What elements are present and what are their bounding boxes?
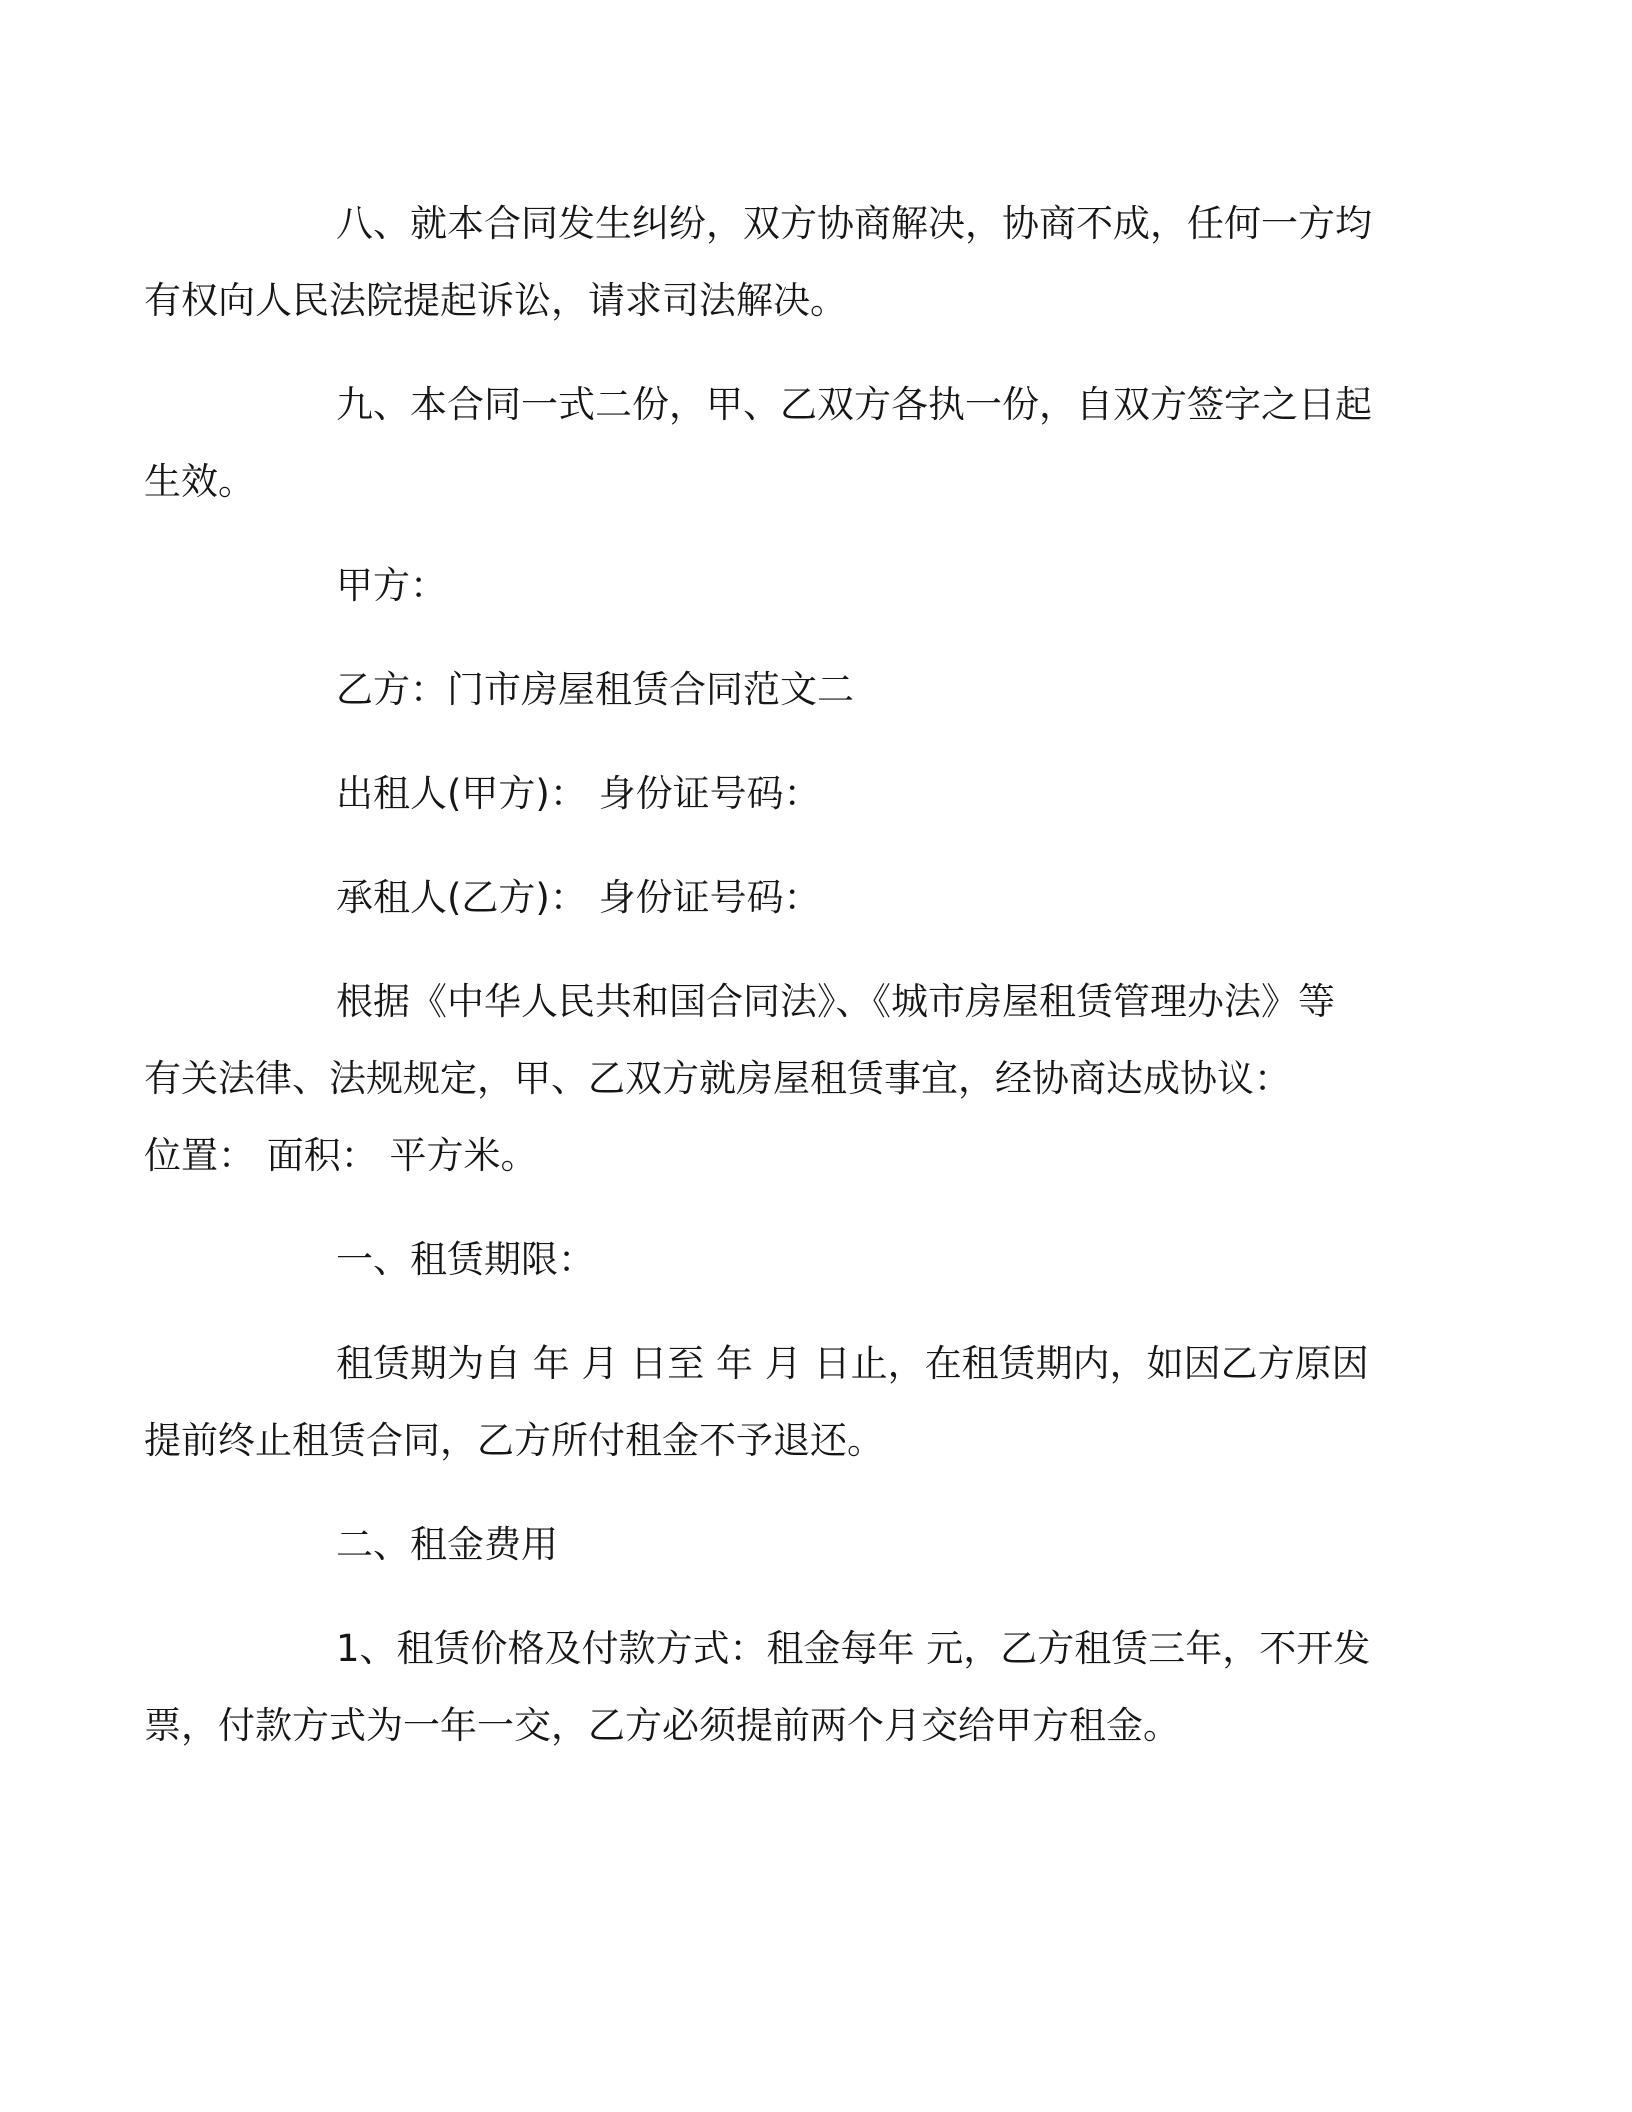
paragraph-clause-9	[144, 366, 1380, 520]
text-line: 九、本合同一式二份，甲、乙双方各执一份，自双方签字之日起	[336, 383, 1372, 426]
text-line: 甲方：	[336, 564, 447, 607]
text-line: 租赁期为自 年 月 日至 年 月 日止，在租赁期内，如因乙方原因	[336, 1342, 1369, 1385]
text-line: 乙方：门市房屋租赁合同范文二	[336, 668, 854, 711]
document-body	[144, 185, 1380, 1791]
paragraph-party-a	[240, 547, 1380, 624]
text-line: 出租人(甲方)： 身份证号码：	[336, 772, 821, 815]
text-line: 有权向人民法院提起诉讼，请求司法解决。	[144, 279, 847, 322]
text-line: 根据《中华人民共和国合同法》、《城市房屋租赁管理办法》等	[336, 980, 1335, 1023]
text-line: 1、租赁价格及付款方式：租金每年 元，乙方租赁三年，不开发	[336, 1627, 1371, 1670]
text-line: 有关法律、法规规定，甲、乙双方就房屋租赁事宜，经协商达成协议：	[144, 1057, 1291, 1100]
text-line: 八、就本合同发生纠纷，双方协商解决，协商不成，任何一方均	[336, 202, 1372, 245]
text-line: 票，付款方式为一年一交，乙方必须提前两个月交给甲方租金。	[144, 1704, 1180, 1747]
paragraph-party-b	[240, 651, 1380, 728]
text-line: 生效。	[144, 460, 255, 503]
paragraph-term-body	[144, 1325, 1380, 1479]
section-heading-term	[240, 1221, 1380, 1298]
text-line: 二、租金费用	[336, 1523, 558, 1566]
section-heading-rent	[240, 1506, 1380, 1583]
paragraph-lessor	[240, 755, 1380, 832]
text-line: 提前终止租赁合同，乙方所付租金不予退还。	[144, 1419, 884, 1462]
text-line: 承租人(乙方)： 身份证号码：	[336, 876, 821, 919]
paragraph-rent-item-1	[144, 1610, 1380, 1764]
text-line: 位置： 面积： 平方米。	[144, 1134, 538, 1177]
paragraph-preamble	[144, 963, 1380, 1194]
text-line: 一、租赁期限：	[336, 1238, 595, 1281]
paragraph-lessee	[240, 859, 1380, 936]
paragraph-clause-8	[144, 185, 1380, 339]
